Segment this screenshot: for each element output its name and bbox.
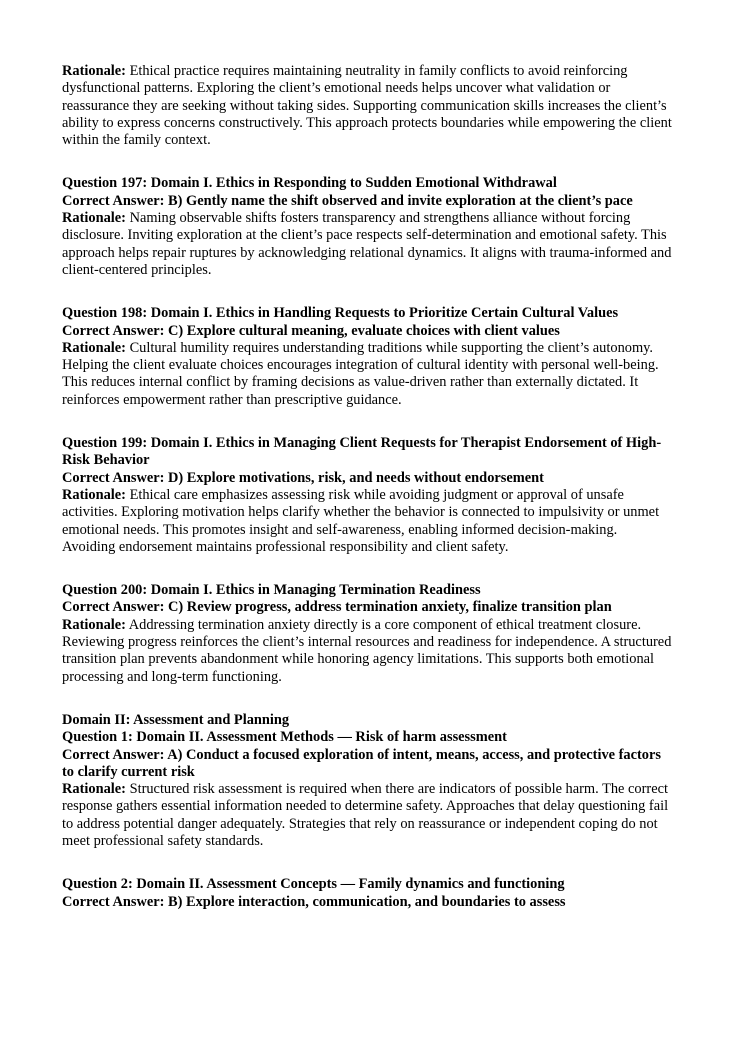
question-block-198 [62,305,672,409]
rationale-label: Rationale: [62,63,126,79]
rationale-label: Rationale: [62,339,126,356]
rationale-paragraph [62,781,672,850]
correct-answer: Correct Answer: A) Conduct a focused exploration of intent, means, access, and protective factors to clarify current risk [62,746,661,780]
question-heading: Question 197: Domain I. Ethics in Responding to Sudden Emotional Withdrawal [62,175,557,192]
rationale-text: Naming observable shifts fosters transparency and strengthens alliance without forcing disclosure. Inviting exploration at the client’s pace respects self-determination and emotional safety. This approach helps repair ruptures by acknowledging relational dynamics. It aligns with trauma-informed and client-centered principles. [62,210,672,278]
question-block-200 [62,582,672,686]
question-block-197 [62,175,672,279]
rationale-label: Rationale: [62,781,126,798]
rationale-paragraph [62,617,672,686]
question-heading: Question 200: Domain I. Ethics in Managing Termination Readiness [62,582,481,599]
rationale-paragraph [62,63,672,149]
rationale-text: Ethical practice requires maintaining neutrality in family conflicts to avoid reinforcing dysfunctional patterns. Exploring the client’s emotional needs helps uncover what validation or reassurance they are seeking without taking sides. Supporting communication skills increases the client’s ability to express concerns constructively. This approach protects boundaries while empowering the client within the family context. [62,63,672,149]
rationale-paragraph [62,340,672,409]
question-heading: Question 1: Domain II. Assessment Methods — Risk of harm assessment [62,729,507,746]
rationale-paragraph [62,210,672,279]
question-heading: Question 199: Domain I. Ethics in Managing Client Requests for Therapist Endorsement of High-Risk Behavior [62,435,662,469]
continuation-rationale-block [62,63,672,149]
rationale-text: Addressing termination anxiety directly is a core component of ethical treatment closure. Reviewing progress reinforces the client’s internal resources and readiness for independence. A structured transition plan prevents abandonment while honoring agency limitations. This supports both emotional processing and long-term functioning. [62,616,672,685]
rationale-text: Structured risk assessment is required when there are indicators of possible harm. The correct response gathers essential information needed to determine safety. Approaches that delay questioning fail to address potential danger adequately. Strategies that rely on reassurance or independent coping do not meet professional safety standards. [62,781,669,849]
rationale-text: Ethical care emphasizes assessing risk while avoiding judgment or approval of unsafe activities. Exploring motivation helps clarify whether the behavior is connected to impulsivity or unmet emotional needs. This promotes insight and self-awareness, enabling informed decision-making. Avoiding endorsement maintains professional responsibility and client safety. [62,486,660,555]
rationale-label: Rationale: [62,210,126,227]
correct-answer: Correct Answer: B) Explore interaction, communication, and boundaries to assess [62,893,566,910]
domain-2-question-block-1 [62,712,672,850]
question-block-2 [62,876,672,911]
question-block-199 [62,435,672,556]
correct-answer: Correct Answer: C) Review progress, address termination anxiety, finalize transition plan [62,599,612,616]
rationale-text: Cultural humility requires understanding traditions while supporting the client’s autonomy. Helping the client evaluate choices encourages integration of cultural identity with personal well-being. This reduces internal conflict by framing decisions as value-driven rather than externally dictated. It reinforces empowerment rather than prescriptive guidance. [62,339,659,408]
correct-answer: Correct Answer: D) Explore motivations, risk, and needs without endorsement [62,469,544,486]
rationale-label: Rationale: [62,616,126,633]
correct-answer: Correct Answer: C) Explore cultural meaning, evaluate choices with client values [62,322,560,339]
rationale-label: Rationale: [62,486,126,503]
page-content [62,63,672,911]
domain-section-heading: Domain II: Assessment and Planning [62,711,290,728]
rationale-paragraph [62,487,672,556]
question-heading: Question 2: Domain II. Assessment Concepts — Family dynamics and functioning [62,876,565,893]
question-heading: Question 198: Domain I. Ethics in Handling Requests to Prioritize Certain Cultural Values [62,305,619,322]
correct-answer: Correct Answer: B) Gently name the shift observed and invite exploration at the client’s pace [62,192,633,209]
